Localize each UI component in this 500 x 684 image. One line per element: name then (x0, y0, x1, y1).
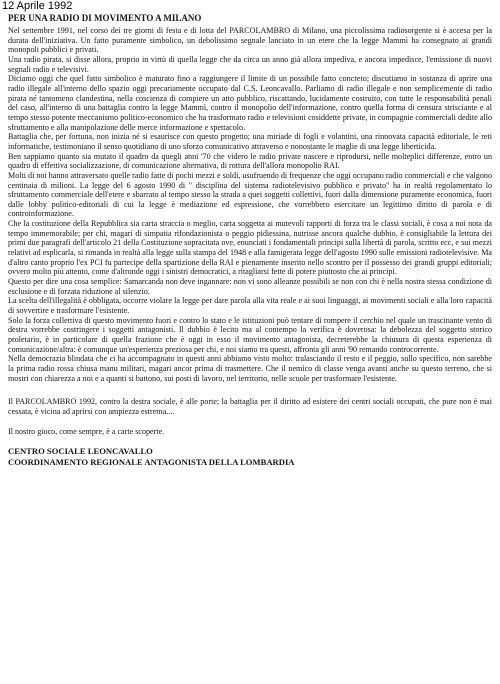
paragraph: Ben sappiamo quanto sia mutato il quadro da quegli anni '70 che videro le radio private nascere e riprodursi, nelle molteplici differenze, entro un quadro di effettiva socializzazione, di comunicazione alternativa, di rottura dell'allora monopolio RAI. (8, 151, 492, 171)
paragraph: Questo per dire una cosa semplice: Samarcanda non deve ingannare: non vi sono alleanze possibili se non con chi è nella nostra stessa condizione di esclusione e di forzata riduzione al silenzio. (8, 277, 492, 296)
spacer (8, 383, 492, 397)
paragraph: Battaglia che, per fortuna, non inizia né si esaurisce con questo progetto; una miriade di fogli e volantini, una rinnovata capacità editoriale, le reti informatiche, testimoniano il senso quotidiano di uno sforzo comunicativo attraverso e nonostante le maglie di una legge liberticida. (8, 132, 492, 151)
paragraph: La scelta dell'illegalità è obbligata, occorre violare la legge per dare parola alla vita reale e ai suoi linguaggi, ai movimenti sociali e alla loro capacità di sovvertire e trasformare l'esistente. (8, 296, 492, 316)
document-title: PER UNA RADIO DI MOVIMENTO A MILANO (8, 13, 202, 23)
spacer (8, 417, 492, 427)
spacer (8, 436, 492, 446)
signature-line: CENTRO SOCIALE LEONCAVALLO (8, 446, 153, 457)
document-body (8, 13, 492, 681)
signature-line: COORDINAMENTO REGIONALE ANTAGONISTA DELLA LOMBARDIA (8, 456, 295, 467)
paragraph: Che la costituzione della Repubblica sia carta straccia o meglio, carta soggetta ai mutevoli rapporti di forza tra le classi sociali, è cosa a noi nota da tempo immemorabile; per chi, magari di simpatia rifondazionista o peggio pidiessina, nutrisse ancora qualche dubbio, è consigliabile la lettura dei primi due paragrafi dell'articolo 21 della Costituzione sopracitata ove, enunciati i fondamentali principi sulla libertà di parola, scritto ecc, e sui mezzi relativi ad esplicarla, si rimanda in realtà alla legge sulla stampa del 1948 e alla famigerata legge dell'agosto 1990 sulle emissioni radiotelevisive. Ma d'altro canto proprio l'ex PCI fu partecipe della spartizione della RAI e pienamente inserito nello scontro per il possesso dei grandi gruppi editoriali; ovvero molto più attento, come d'altronde oggi i sinistri democratici, a ritagliarsi fette di potere piuttosto che ai principi. (8, 219, 492, 277)
paragraph: Nella democrazia blindata che ci ha accompagnato in questi anni abbiamo visto molto: tralasciando il resto e il peggio, sullo specifico, non sarebbe la prima radio rossa chiusa manu militari, magari ancor prima di trasmettere. Che il nemico di classe venga avanti anche su questo terreno, che si mostri con chiarezza a noi e a quanti si battono, sui posti di lavoro, nel territorio, nelle scuole per trasformare l'esistente. (8, 354, 492, 383)
paragraph: Diciamo oggi che quel fatto simbolico è maturato fino a raggiungere il limite di un possibile fatto concreto; discutiamo in sostanza di aprire una radio illegale all'interno dello spazio oggi precariamente occupato dal C.S. Leoncavallo. Parliamo di radio illegale e non semplicemente di radio pirata né tantomeno clandestina, nella coscienza di compiere un atto pubblico, riscattando, lucidamente costruito, con tutte le responsabilità penali del caso, all'interno di una battaglia contro la legge Mammì, contro il monopolio dell'informazione, contro quella forma di censura strisciante e al tempo stesso potente meccanismo politico-economico che ha trasformato radio e televisioni cosiddette private, in compagnie commerciali dedite allo sfruttamento e alla manipolazione delle merce informazione e spettacolo. (8, 74, 492, 132)
paragraph: Nel settembre 1991, nel corso dei tre giorni di festa e di lotta del PARCOLAMBRO di Milano, una piccolissima radiosorgente si è accesa per la durata dell'iniziativa. Un fatto puramente simbolico, un debolissimo segnale lanciato in un etere che la legge Mammì ha consegnato ai grandi monopoli pubblici e privati. (8, 26, 492, 55)
closing-paragraph: Il PARCOLAMBRO 1992, contro la destra sociale, è alle porte; la battaglia per il diritto ad esistere dei centri sociali occupati, che pure non è mai cessata, è vicina ad aprirsi con ampiezza estrema.... (8, 397, 492, 416)
date-header: 12 Aprile 1992 (2, 0, 73, 12)
paragraph: Molti di noi hanno attraversato quelle radio fatte di pochi mezzi e soldi, usufruendo di frequenze che oggi occupano radio commerciali e che valgono centinaia di milioni. La legge del 6 agosto 1990 di " disciplina del sistema radiotelevisivo pubblico e privato" ha in realtà regolamentato lo sfruttamento commerciale dell'etere e sbarrato al tempo stesso la strada a quei soggetti collettivi, fuori dalla dimensione puramente economica, fuori dalle lobby politico-editoriali di cui la legge è mediazione ed espressione, che vorrebbero esercitare un legittimo diritto di parola e di controinformazione. (8, 170, 492, 219)
paragraph: Solo la forza collettiva di questo movimento fuori e contro lo stato e le istituzioni può tentare di rompere il cerchio nel quale un trascinante vento di destra vorrebbe costringere i soggetti antagonisti. Il dubbio è lecito ma al contempo la verifica è doverosa: la debolezza del soggetto storico proletario, è in particolare di quella frazione che è oggi in esso il movimento antagonista, decreterebbe la chiusura di questa esperienza di comunicazione/altra: è comunque un'esperienza preziosa per chi, e noi siamo tra questi, affronta gli anni '90 remando controcorrente. (8, 315, 492, 354)
closing-paragraph: Il nostro gioco, come sempre, è a carte scoperte. (8, 426, 165, 436)
paragraph: Una radio pirata, si disse allora, proprio in virtù di quella legge che da circa un anno già allora impediva, e ancora impedisce, l'emissione di nuovi segnali radio e televisivi. (8, 54, 492, 74)
